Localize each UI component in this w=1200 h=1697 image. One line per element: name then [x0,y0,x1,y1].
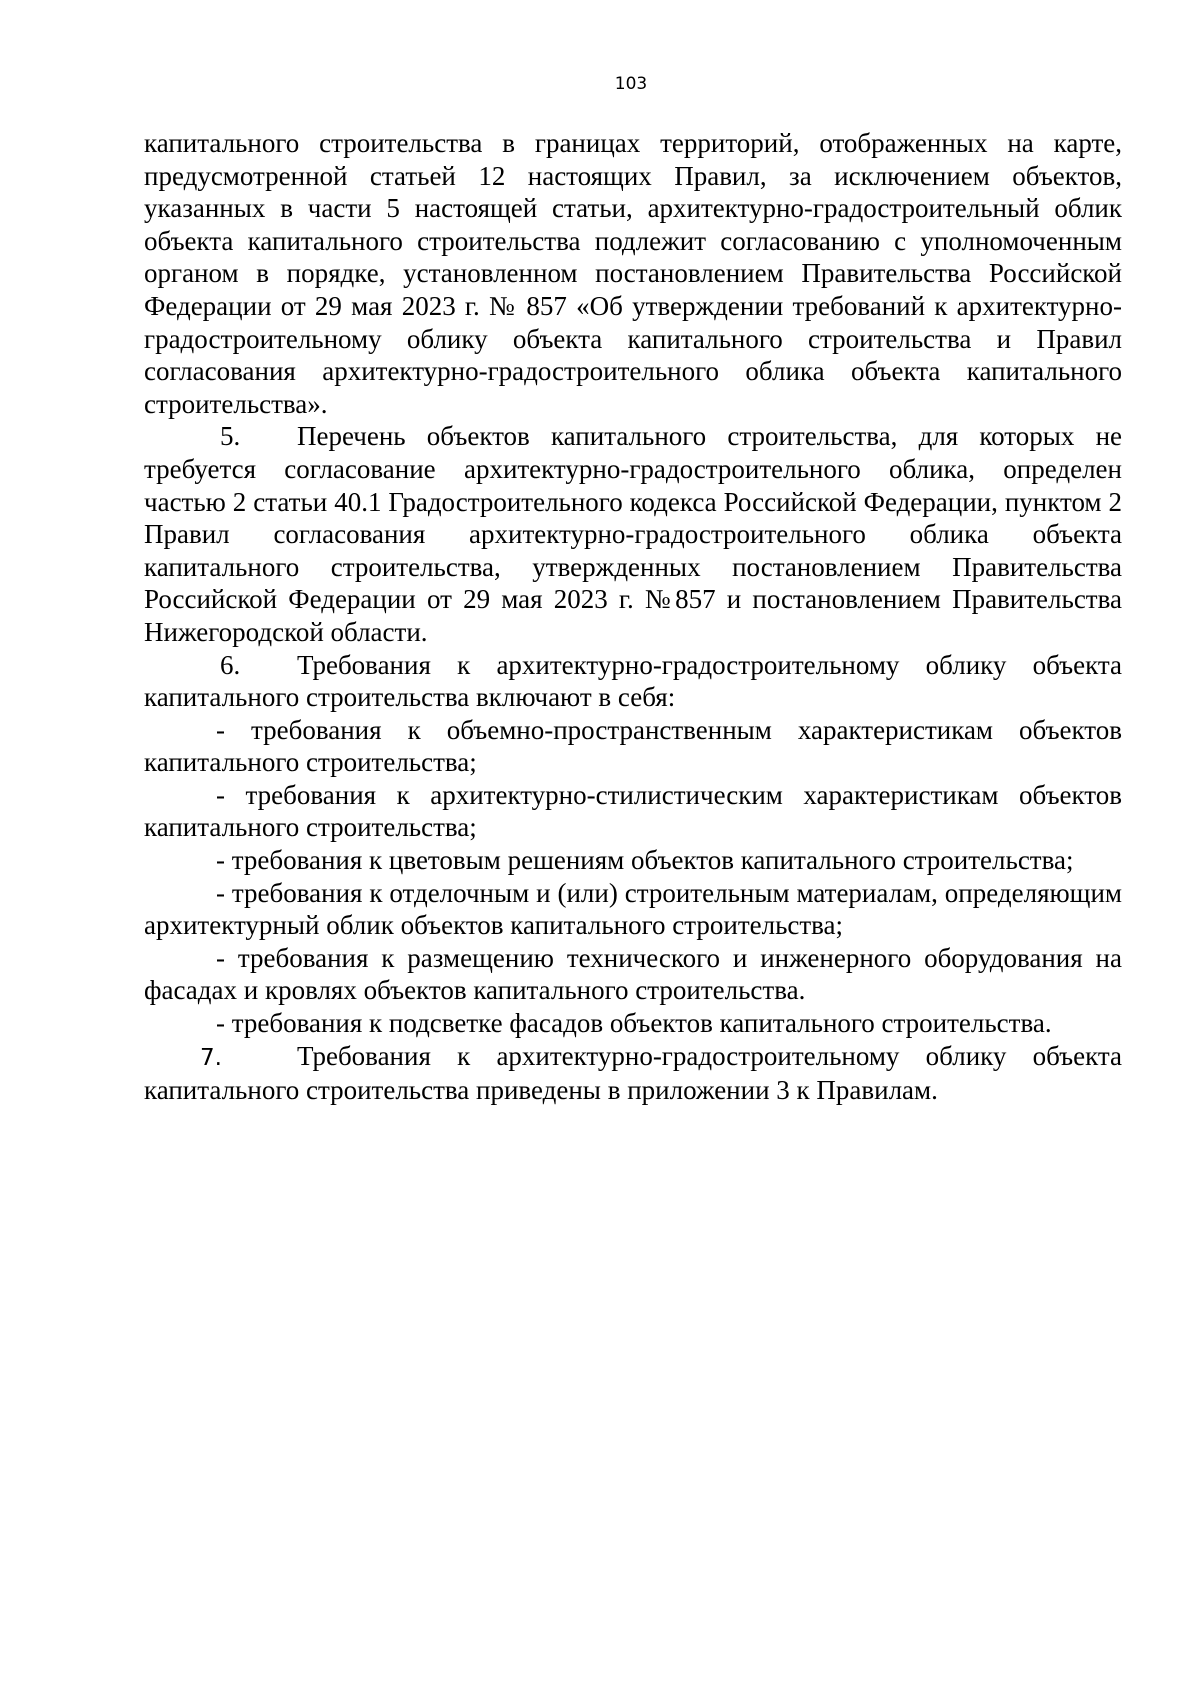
paragraph-item-5 [144,420,1122,648]
paragraph-item-7 [144,1040,1122,1107]
item-6-number: 6. [220,649,241,680]
list-item-dash-1: - требования к объемно-пространственным характеристикам объектов капитального строительства; [144,714,1122,778]
list-item-dash-2: - требования к архитектурно-стилистическим характеристикам объектов капитального строительства; [144,779,1122,843]
item-6-text: Требования к архитектурно-градостроительному облику объекта капитального строительства включают в себя: [144,649,1122,713]
item-5-number: 5. [220,421,241,452]
item-5-text: Перечень объектов капитального строительства, для которых не требуется согласование архитектурно-градостроительного облика, определен частью 2 статьи 40.1 Градостроительного кодекса Российской Федерации, пунктом 2 Правил согласования архитектурно-градостроительного облика объекта капитального строительства, утвержденных постановлением Правительства Российской Федерации от 29 мая 2023 г. №857 и постановлением Правительства Нижегородской области. [144,421,1122,647]
list-item-dash-4: - требования к отделочным и (или) строительным материалам, определяющим архитектурный облик объектов капитального строительства; [144,877,1122,941]
list-item-dash-3: - требования к цветовым решениям объектов капитального строительства; [216,845,1074,876]
item-7-text: Требования к архитектурно-градостроительному облику объекта капитального строительства приведены в приложении 3 к Правилам. [144,1040,1122,1106]
list-item-dash-5: - требования к размещению технического и инженерного оборудования на фасадах и кровлях объектов капитального строительства. [144,942,1122,1006]
paragraph-item-6 [144,649,1122,714]
paragraph-continuation: капитального строительства в границах территорий, отображенных на карте, предусмотренной статьей 12 настоящих Правил, за исключением объектов, указанных в части 5 настоящей статьи, архитектурно-градостроительный облик объекта капитального строительства подлежит согласованию с уполномоченным органом в порядке, установленном постановлением Правительства Российской Федерации от 29 мая 2023 г. № 857 «Об утверждении требований к архитектурно-градостроительному облику объекта капитального строительства и Правил согласования архитектурно-градостроительного облика объекта капитального строительства». [144,128,1122,419]
page-number: 103 [614,74,648,94]
document-body [144,127,1122,1107]
list-item-dash-6: - требования к подсветке фасадов объектов капитального строительства. [216,1008,1052,1039]
item-7-number: 7. [200,1044,222,1071]
